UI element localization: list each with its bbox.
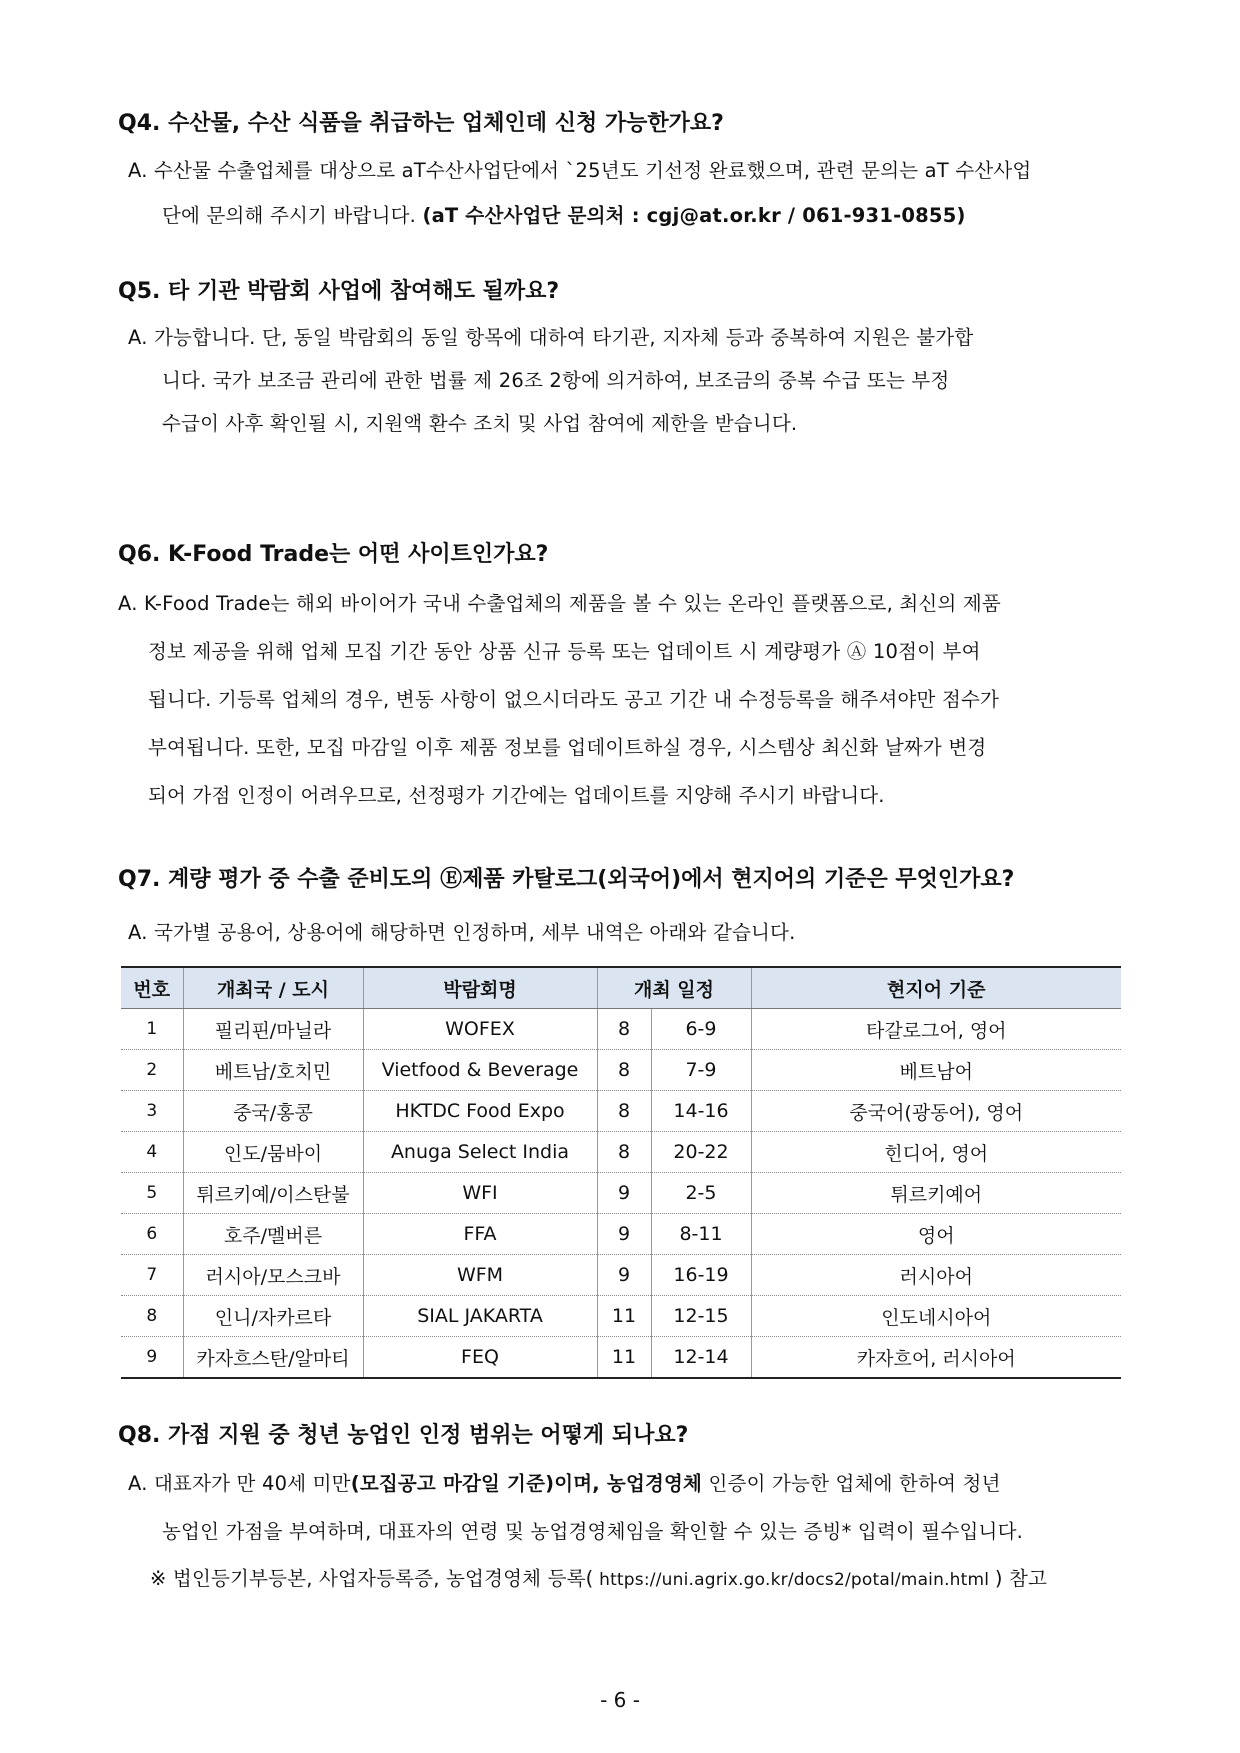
cell-language: 타갈로그어, 영어 — [751, 1009, 1121, 1050]
cell-expo-name: WFM — [363, 1255, 597, 1296]
cell-country-city: 인도/뭄바이 — [183, 1132, 363, 1173]
cell-number: 4 — [121, 1132, 183, 1173]
cell-language: 베트남어 — [751, 1050, 1121, 1091]
table-row — [121, 1009, 1121, 1050]
q4-answer-line-2 — [162, 200, 966, 228]
q5-question: Q5. 타 기관 박람회 사업에 참여해도 될까요? — [118, 279, 560, 304]
q8-answer-line-2: 농업인 가점을 부여하며, 대표자의 연령 및 농업경영체임을 확인할 수 있는 증빙* 입력이 필수입니다. — [162, 1520, 1024, 1543]
cell-expo-name: WOFEX — [363, 1009, 597, 1050]
cell-country-city: 필리핀/마닐라 — [183, 1009, 363, 1050]
cell-country-city: 카자흐스탄/알마티 — [183, 1337, 363, 1379]
cell-language: 튀르키예어 — [751, 1173, 1121, 1214]
q8-answer-text-c: 인증이 가능한 업체에 한하여 청년 — [702, 1472, 1001, 1495]
cell-language: 카자흐어, 러시아어 — [751, 1337, 1121, 1379]
cell-number: 5 — [121, 1173, 183, 1214]
agrix-link[interactable]: https://uni.agrix.go.kr/docs2/potal/main.html — [593, 1570, 995, 1590]
cell-number: 9 — [121, 1337, 183, 1379]
cell-expo-name: SIAL JAKARTA — [363, 1296, 597, 1337]
q8-question: Q8. 가점 지원 중 청년 농업인 인정 범위는 어떻게 되나요? — [118, 1423, 689, 1448]
cell-month: 11 — [597, 1296, 651, 1337]
q6-answer-line-1: A. K-Food Trade는 해외 바이어가 국내 수출업체의 제품을 볼 수 있는 온라인 플랫폼으로, 최신의 제품 — [118, 592, 1001, 615]
q4-answer-line-1: A. 수산물 수출업체를 대상으로 aT수산사업단에서 `25년도 기선정 완료했으며, 관련 문의는 aT 수산사업 — [128, 159, 1032, 182]
q4-answer-text: 단에 문의해 주시기 바랍니다. — [162, 204, 417, 227]
cell-country-city: 베트남/호치민 — [183, 1050, 363, 1091]
cell-days: 12-14 — [651, 1337, 751, 1379]
table-header-row — [121, 967, 1121, 1009]
q7-answer: A. 국가별 공용어, 상용어에 해당하면 인정하며, 세부 내역은 아래와 같습니다. — [128, 921, 796, 944]
local-language-table — [121, 966, 1121, 1379]
cell-language: 영어 — [751, 1214, 1121, 1255]
q8-answer-line-1 — [128, 1468, 1001, 1496]
q8-answer-bold: (모집공고 마감일 기준)이며, 농업경영체 — [350, 1472, 703, 1495]
cell-country-city: 튀르키예/이스탄불 — [183, 1173, 363, 1214]
q5-answer-line-2: 니다. 국가 보조금 관리에 관한 법률 제 26조 2항에 의거하여, 보조금의 중복 수급 또는 부정 — [162, 369, 950, 392]
cell-expo-name: FFA — [363, 1214, 597, 1255]
cell-number: 7 — [121, 1255, 183, 1296]
cell-number: 1 — [121, 1009, 183, 1050]
q6-answer-line-2: 정보 제공을 위해 업체 모집 기간 동안 상품 신규 등록 또는 업데이트 시 계량평가 Ⓐ 10점이 부여 — [148, 640, 981, 663]
cell-expo-name: FEQ — [363, 1337, 597, 1379]
table-row — [121, 1091, 1121, 1132]
cell-month: 8 — [597, 1009, 651, 1050]
cell-country-city: 중국/홍콩 — [183, 1091, 363, 1132]
q8-note — [150, 1563, 1047, 1591]
header-expo-name: 박람회명 — [363, 967, 597, 1009]
cell-number: 6 — [121, 1214, 183, 1255]
cell-number: 3 — [121, 1091, 183, 1132]
cell-month: 9 — [597, 1214, 651, 1255]
cell-number: 2 — [121, 1050, 183, 1091]
cell-country-city: 인니/자카르타 — [183, 1296, 363, 1337]
cell-month: 9 — [597, 1255, 651, 1296]
cell-days: 6-9 — [651, 1009, 751, 1050]
q6-answer-line-4: 부여됩니다. 또한, 모집 마감일 이후 제품 정보를 업데이트하실 경우, 시스템상 최신화 날짜가 변경 — [148, 736, 987, 759]
cell-language: 힌디어, 영어 — [751, 1132, 1121, 1173]
cell-language: 중국어(광동어), 영어 — [751, 1091, 1121, 1132]
cell-days: 7-9 — [651, 1050, 751, 1091]
q7-question: Q7. 계량 평가 중 수출 준비도의 Ⓔ제품 카탈로그(외국어)에서 현지어의 기준은 무엇인가요? — [118, 867, 1015, 892]
header-country-city: 개최국 / 도시 — [183, 967, 363, 1009]
q6-question: Q6. K-Food Trade는 어떤 사이트인가요? — [118, 542, 549, 567]
table-row — [121, 1214, 1121, 1255]
cell-month: 8 — [597, 1050, 651, 1091]
cell-month: 11 — [597, 1337, 651, 1379]
cell-number: 8 — [121, 1296, 183, 1337]
header-schedule: 개최 일정 — [597, 967, 751, 1009]
q6-answer-line-3: 됩니다. 기등록 업체의 경우, 변동 사항이 없으시더라도 공고 기간 내 수정등록을 해주셔야만 점수가 — [148, 688, 1000, 711]
header-local-language: 현지어 기준 — [751, 967, 1121, 1009]
q5-answer-line-3: 수급이 사후 확인될 시, 지원액 환수 조치 및 사업 참여에 제한을 받습니다. — [162, 412, 798, 435]
table-row — [121, 1173, 1121, 1214]
cell-days: 16-19 — [651, 1255, 751, 1296]
q4-contact: (aT 수산사업단 문의처 : cgj@at.or.kr / 061-931-0855) — [422, 204, 966, 227]
cell-days: 14-16 — [651, 1091, 751, 1132]
cell-month: 8 — [597, 1132, 651, 1173]
cell-expo-name: Anuga Select India — [363, 1132, 597, 1173]
cell-expo-name: WFI — [363, 1173, 597, 1214]
table-row — [121, 1132, 1121, 1173]
cell-month: 9 — [597, 1173, 651, 1214]
cell-expo-name: Vietfood & Beverage — [363, 1050, 597, 1091]
q4-question: Q4. 수산물, 수산 식품을 취급하는 업체인데 신청 가능한가요? — [118, 111, 724, 136]
q5-answer-line-1: A. 가능합니다. 단, 동일 박람회의 동일 항목에 대하여 타기관, 지자체 등과 중복하여 지원은 불가합 — [128, 326, 974, 349]
cell-days: 20-22 — [651, 1132, 751, 1173]
cell-expo-name: HKTDC Food Expo — [363, 1091, 597, 1132]
cell-days: 8-11 — [651, 1214, 751, 1255]
header-number: 번호 — [121, 967, 183, 1009]
page-number: - 6 - — [600, 1688, 640, 1712]
q8-note-prefix: ※ 법인등기부등본, 사업자등록증, 농업경영체 등록( — [150, 1567, 594, 1590]
cell-language: 인도네시아어 — [751, 1296, 1121, 1337]
q6-answer-line-5: 되어 가점 인정이 어려우므로, 선정평가 기간에는 업데이트를 지양해 주시기 바랍니다. — [148, 784, 885, 807]
table-row — [121, 1050, 1121, 1091]
q8-note-suffix: ) 참고 — [994, 1567, 1048, 1590]
cell-country-city: 호주/멜버른 — [183, 1214, 363, 1255]
table-row — [121, 1337, 1121, 1379]
table-row — [121, 1296, 1121, 1337]
q8-answer-text-a: A. 대표자가 만 40세 미만 — [128, 1472, 351, 1495]
cell-days: 2-5 — [651, 1173, 751, 1214]
table-row — [121, 1255, 1121, 1296]
cell-days: 12-15 — [651, 1296, 751, 1337]
cell-country-city: 러시아/모스크바 — [183, 1255, 363, 1296]
cell-language: 러시아어 — [751, 1255, 1121, 1296]
cell-month: 8 — [597, 1091, 651, 1132]
